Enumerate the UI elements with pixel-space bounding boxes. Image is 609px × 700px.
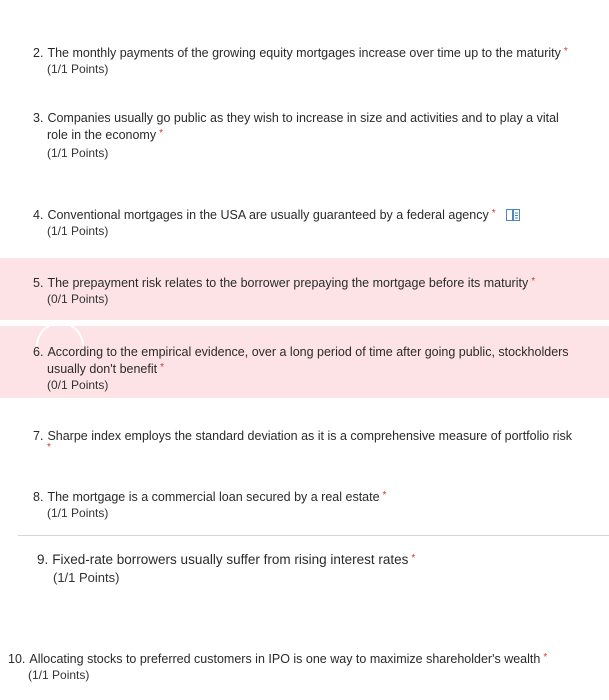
required-asterisk: * xyxy=(47,442,51,453)
question-number: 8. xyxy=(33,490,44,504)
question-10-text xyxy=(8,650,606,667)
required-asterisk: * xyxy=(563,46,568,57)
question-2-points: (1/1 Points) xyxy=(47,62,109,76)
question-5-text xyxy=(33,274,535,291)
question-9-points: (1/1 Points) xyxy=(53,570,120,585)
question-label: The mortgage is a commercial loan secured by a real estate xyxy=(47,490,380,504)
question-number: 9. xyxy=(37,552,49,567)
question-9 xyxy=(0,546,609,598)
question-3-points: (1/1 Points) xyxy=(47,146,109,160)
question-number: 6. xyxy=(33,345,44,359)
question-number: 10. xyxy=(8,652,26,666)
question-number: 5. xyxy=(33,276,44,290)
question-2-text xyxy=(33,44,568,61)
question-5 xyxy=(0,258,609,320)
required-asterisk: * xyxy=(531,276,536,287)
question-6-text xyxy=(33,344,603,377)
question-4 xyxy=(0,198,609,250)
question-label-line2: usually don't benefit xyxy=(47,362,158,376)
question-7-text xyxy=(33,428,603,452)
question-label-line1: According to the empirical evidence, over a long period of time after going public, stockholders xyxy=(47,345,569,359)
question-8 xyxy=(0,484,609,532)
decorative-arc xyxy=(36,322,84,346)
question-number: 3. xyxy=(33,111,44,125)
required-asterisk: * xyxy=(543,652,548,663)
question-7 xyxy=(0,420,609,464)
question-10-points: (1/1 Points) xyxy=(28,668,90,682)
question-6 xyxy=(0,326,609,398)
question-2 xyxy=(0,38,609,88)
question-label-line1: Companies usually go public as they wish to increase in size and activities and to play a vital xyxy=(47,111,559,125)
question-10 xyxy=(0,648,609,692)
question-4-text xyxy=(33,206,520,223)
question-label: Fixed-rate borrowers usually suffer from rising interest rates xyxy=(52,552,409,567)
required-asterisk: * xyxy=(159,128,163,139)
question-number: 4. xyxy=(33,208,44,222)
question-4-points: (1/1 Points) xyxy=(47,224,109,238)
question-8-text xyxy=(33,488,386,505)
question-8-points: (1/1 Points) xyxy=(47,506,109,520)
question-label-line2: role in the economy xyxy=(47,128,157,142)
question-3 xyxy=(0,104,609,170)
question-number: 7. xyxy=(33,429,44,443)
question-6-points: (0/1 Points) xyxy=(47,378,109,392)
immersive-reader-icon[interactable] xyxy=(506,209,520,221)
required-asterisk: * xyxy=(411,553,416,564)
question-3-text xyxy=(33,110,593,143)
question-label: Allocating stocks to preferred customers in IPO is one way to maximize shareholder's wealth xyxy=(29,652,541,666)
question-label: The prepayment risk relates to the borrower prepaying the mortgage before its maturity xyxy=(47,276,529,290)
required-asterisk: * xyxy=(160,362,165,373)
divider xyxy=(18,535,609,536)
required-asterisk: * xyxy=(382,490,387,501)
question-number: 2. xyxy=(33,46,44,60)
question-label: Conventional mortgages in the USA are usually guaranteed by a federal agency xyxy=(47,208,489,222)
required-asterisk: * xyxy=(491,208,496,219)
question-9-text xyxy=(37,550,415,569)
question-label: The monthly payments of the growing equity mortgages increase over time up to the maturity xyxy=(47,46,561,60)
question-5-points: (0/1 Points) xyxy=(47,292,109,306)
question-label: Sharpe index employs the standard deviation as it is a comprehensive measure of portfolio risk xyxy=(47,429,573,443)
